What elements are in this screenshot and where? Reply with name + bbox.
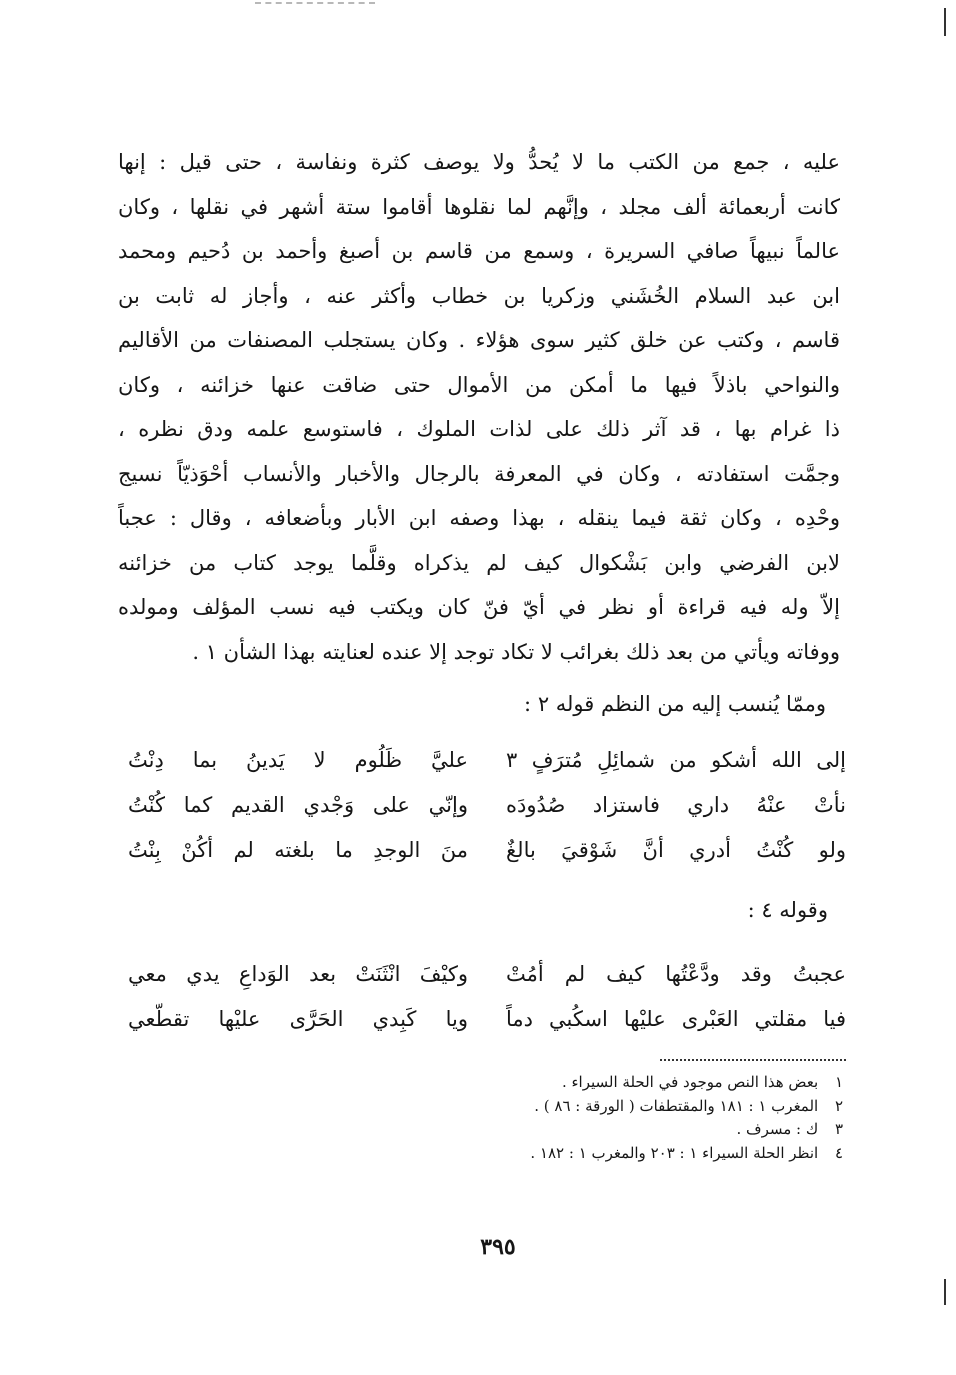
footnote-number: ١ [834, 1073, 843, 1091]
page-number: ٣٩٥ [480, 1234, 516, 1260]
footnote-separator [660, 1059, 846, 1061]
text-line: وجمَّت استفادته ، وكان في المعرفة بالرجال والأخبار والأنساب أحْوَذيّاً نسيج [118, 461, 840, 486]
text-line: عالماً نبيهاً صافي السريرة ، وسمع من قاسم بن أصبغ وأحمد بن دُحيم ومحمد [118, 239, 840, 263]
footnote [283, 1095, 843, 1119]
poem-block-1 [128, 738, 846, 873]
footnote-number: ٤ [834, 1143, 843, 1162]
text-line: كانت أربعمائة ألف مجلد ، وإنَّهم لما نقلوها أقاموا ستة أشهر في نقلها ، وكان [118, 194, 840, 219]
text-line: ذا غرام بها ، قد آثر ذلك على لذات الملوك ، فاستوسع علمه ودق نظره ، [118, 417, 840, 441]
verse-first-hemistich: نأتْ عنْهُ داري فاستزاد صُدُودَه [506, 793, 846, 817]
verse-first-hemistich: عجبتُ وقد ودَّعْتُها كيف لم أمُتْ [506, 962, 846, 986]
verse [128, 952, 846, 997]
verse-second-hemistich: وكيْفَ انْثَنَتْ بعد الوَداعِ يدي معي [128, 962, 468, 986]
text-line: ووفاته ويأتي من بعد ذلك بغرائب لا تكاد توجد إلا عنده لعنايته بهذا الشأن ١ . [192, 639, 840, 664]
scan-edge-mark-bottom [944, 1279, 946, 1305]
footnote-text: انظر الحلة السيراء ١ : ٢٠٣ والمغرب ١ : ١٨٢ . [530, 1143, 819, 1162]
footnote-number: ٣ [834, 1120, 843, 1138]
text-line: إلاّ وله فيه قراءة أو نظر في أيّ فنّ كان ويكتب فيه نسب المؤلف ومولده [118, 595, 840, 619]
footnote [283, 1071, 843, 1095]
scan-edge-mark [944, 8, 946, 36]
footnote-text: المغرب ١ : ١٨١ والمقتطفات ( الورقة : ٨٦ ) . [534, 1096, 819, 1115]
footnote-text: بعض هذا النص موجود في الحلة السيراء . [561, 1073, 819, 1091]
text-line: ابن عبد السلام الخُشَني وزكريا بن خطاب وأكثر عنه ، وأجاز له ثابت بن [118, 283, 840, 308]
verse [128, 783, 846, 828]
verse [128, 997, 846, 1042]
verse-second-hemistich: وإنّي على وَجْدي القديم كما كُنْتُ [128, 793, 468, 817]
footnote-text: ك : مسرف . [736, 1120, 819, 1138]
text-line: عليه ، جمع من الكتب ما لا يُحدُّ ولا يوصف كثرة ونفاسة ، حتى قيل : إنها [118, 150, 840, 174]
poem-block-2 [128, 952, 846, 1042]
verse [128, 738, 846, 783]
verse-second-hemistich: ويا كَبِدي الحَرَّى عليْها تقطّعي [128, 1007, 468, 1031]
verse [128, 828, 846, 873]
verse-second-hemistich: منَ الوجدِ ما بلغته لم أكُنْ بِنْتُ [128, 838, 468, 862]
footnote-number: ٢ [834, 1096, 843, 1115]
poem-intro-line: وممّا يُنسب إليه من النظم قوله ٢ : [524, 692, 826, 716]
verse-first-hemistich: إلى الله أشكو من شمائِلِ مُترَفٍ ٣ [506, 748, 846, 772]
second-poem-intro: وقوله ٤ : [747, 898, 828, 922]
text-line: وحْدِه ، وكان ثقة فيما ينقله ، بهذا وصفه ابن الأبار وبأضعافه ، وقال : عجباً [118, 506, 840, 530]
verse-first-hemistich: ولو كُنْتُ أدري أنَّ شَوْقيَ بالغٌ [506, 838, 846, 862]
body-paragraph [118, 140, 840, 674]
footnotes [283, 1071, 843, 1165]
footnote [283, 1118, 843, 1142]
verse-first-hemistich: فيا مقلتي العَبْرى عليْها اسكُبي دماً [506, 1007, 846, 1031]
text-line: قاسم ، وكتب عن خلق كثير سوى هؤلاء . وكان يستجلب المصنفات من الأقاليم [118, 328, 840, 352]
verse-second-hemistich: عليَّ ظَلُوم لا يَدينُ بما دِنْتُ [128, 748, 468, 772]
text-line: والنواحي باذلاً فيها ما أمكن من الأموال حتى ضاقت عنها خزائنه ، وكان [118, 372, 840, 397]
text-line: لابن الفرضي وابن بَشْكوال كيف لم يذكراه وقلَّما يوجد كتاب من خزائنه [118, 550, 840, 575]
footnote [283, 1142, 843, 1166]
top-dashed-mark [255, 2, 375, 4]
